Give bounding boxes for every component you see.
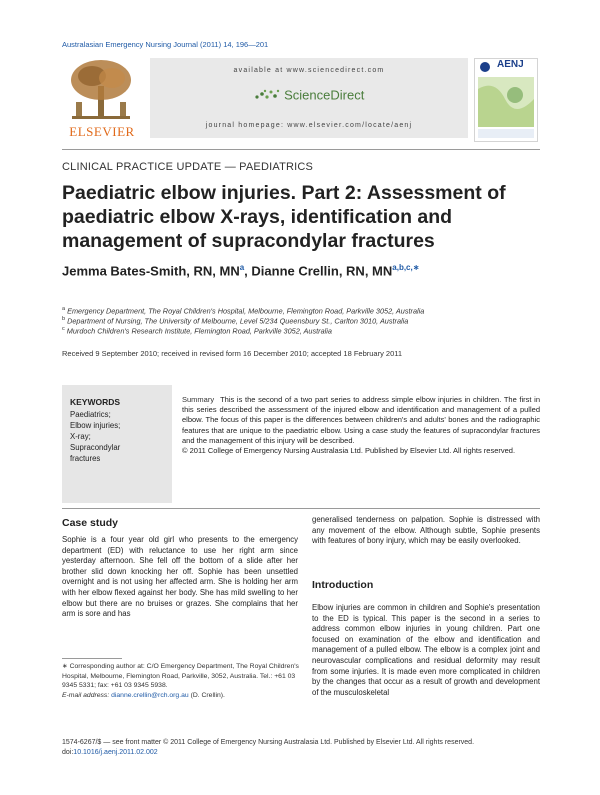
journal-banner <box>150 58 468 138</box>
cover-art-icon <box>475 59 537 141</box>
case-study-heading: Case study <box>62 517 119 529</box>
cover-title: AENJ <box>497 59 524 70</box>
affiliation-c <box>62 326 332 335</box>
sciencedirect-logo <box>150 86 468 104</box>
section-label: CLINICAL PRACTICE UPDATE — PAEDIATRICS <box>62 161 314 173</box>
received-dates: Received 9 September 2010; received in revised form 16 December 2010; accepted 18 February 2011 <box>62 349 403 358</box>
sciencedirect-dots-icon <box>254 88 280 102</box>
article-title: Paediatric elbow injuries. Part 2: Assessment of paediatric elbow X-rays, identification and management of supracondylar fractures <box>62 182 506 252</box>
keyword-item: Elbow injuries; <box>70 421 121 430</box>
keyword-item: Paediatrics; <box>70 410 111 419</box>
doi-link[interactable]: 10.1016/j.aenj.2011.02.002 <box>73 749 158 756</box>
header-divider <box>62 149 540 150</box>
corresponding-author-footnote <box>62 662 302 700</box>
journal-reference[interactable]: Australasian Emergency Nursing Journal (2011) 14, 196—201 <box>62 40 269 49</box>
summary-copyright: © 2011 College of Emergency Nursing Australasia Ltd. Published by Elsevier Ltd. All rights reserved. <box>182 446 516 456</box>
author-2-affiliation[interactable]: a,b,c,∗ <box>392 263 420 272</box>
journal-homepage-link[interactable]: journal homepage: www.elsevier.com/locate/aenj <box>205 122 413 129</box>
front-matter-footer <box>62 738 474 758</box>
affiliation-text: Emergency Department, The Royal Children's Hospital, Melbourne, Flemington Road, Parkville 3052, Australia <box>67 306 425 316</box>
summary-lead: Summary <box>182 395 215 404</box>
available-at-link[interactable]: available at www.sciencedirect.com <box>233 67 385 74</box>
author-line: Jemma Bates-Smith, RN, $MN^a$, Dianne Crellin, RN, $MN^{a,b,c,∗}$ <box>62 263 420 279</box>
author-1: Jemma Bates-Smith, RN, MN <box>62 263 240 279</box>
case-study-continued: generalised tenderness on palpation. Sophie is distressed with any movement of the elbow. Although subtle, Sophie presents with features of bony injury, which may be easily overlooked. <box>312 515 540 546</box>
keywords-list <box>70 409 120 464</box>
journal-cover <box>474 58 538 142</box>
keyword-item: Supracondylar <box>70 443 121 452</box>
footnote-text: ∗ Corresponding author at: C/O Emergency Department, The Royal Children's Hospital, Melbourne, Flemington Road, Parkville, 3052, Australia. Tel.: +61 03 9345 5331; fax: +61 03 9345 5938. <box>62 663 299 690</box>
email-link[interactable]: dianne.crellin@rch.org.au <box>111 691 189 699</box>
affiliation-marker: a <box>62 306 66 312</box>
doi-prefix: doi: <box>62 749 74 756</box>
affiliation-text: Department of Nursing, The University of Melbourne, Level 5/234 Queensbury St., Carlton 3010, Australia <box>67 316 409 326</box>
affiliation-marker: c <box>62 326 65 332</box>
email-suffix: (D. Crellin). <box>190 691 225 699</box>
keyword-item: X-ray; <box>70 432 91 441</box>
keywords-box <box>62 385 172 503</box>
summary-abstract <box>182 395 540 456</box>
elsevier-tree-icon <box>62 58 140 122</box>
sciencedirect-wordmark: ScienceDirect <box>284 87 365 103</box>
case-study-text: Sophie is a four year old girl who presents to the emergency department (ED) with reluctance to use her right arm since yesterday afternoon. She fell off the bottom of a slide after her brother slid down knocking her off. Sophie has been unsettled overnight and is not using her affected arm. She is holding her arm with her elbow flexed against her body. She has mild swelling to her elbow but there are no bruises or grazes. She complains that her arm is sore and has <box>62 535 298 619</box>
affiliation-a <box>62 306 424 315</box>
elsevier-wordmark: ELSEVIER <box>69 124 135 139</box>
introduction-heading: Introduction <box>312 579 374 591</box>
affiliation-b <box>62 316 408 325</box>
abstract-divider <box>62 508 540 509</box>
email-label: E-mail address: <box>62 691 110 699</box>
author-1-affiliation[interactable]: a <box>239 263 245 272</box>
summary-text: This is the second of a two part series to address simple elbow injuries in children. The first in this series described the assessment of the injured elbow and identification and management of a pulled elbow. The focus of this paper is the differences between children's and adults' bones and the radiographic features that are unique to the paediatric elbow. Using a case study the features of supracondylar fractures and the management of this injury will be described. <box>182 395 540 445</box>
footnote-divider <box>62 658 122 659</box>
keyword-item: fractures <box>70 454 101 463</box>
elsevier-logo <box>62 58 140 138</box>
keywords-heading: KEYWORDS <box>70 397 121 407</box>
author-2: Dianne Crellin, RN, MN <box>251 263 393 279</box>
front-matter-line: 1574-6267/$ — see front matter © 2011 College of Emergency Nursing Australasia Ltd. Published by Elsevier Ltd. All rights reserved. <box>62 739 475 746</box>
affiliation-text: Murdoch Children's Research Institute, Flemington Road, Parkville 3052, Australia <box>66 326 332 336</box>
introduction-text: Elbow injuries are common in children and Sophie's presentation to the ED is typical. This paper is the second in a series to address common elbow injuries in young children. Part one focused on examination of the elbow and identification and management of a pulled elbow. The elbow is a complex joint and neurovascular complications and residual deformity may result from some injuries. It is made even more complicated in children by the changes that occur as a result of growth and development of the musculoskeletal <box>312 603 540 697</box>
affiliation-marker: b <box>62 316 66 322</box>
